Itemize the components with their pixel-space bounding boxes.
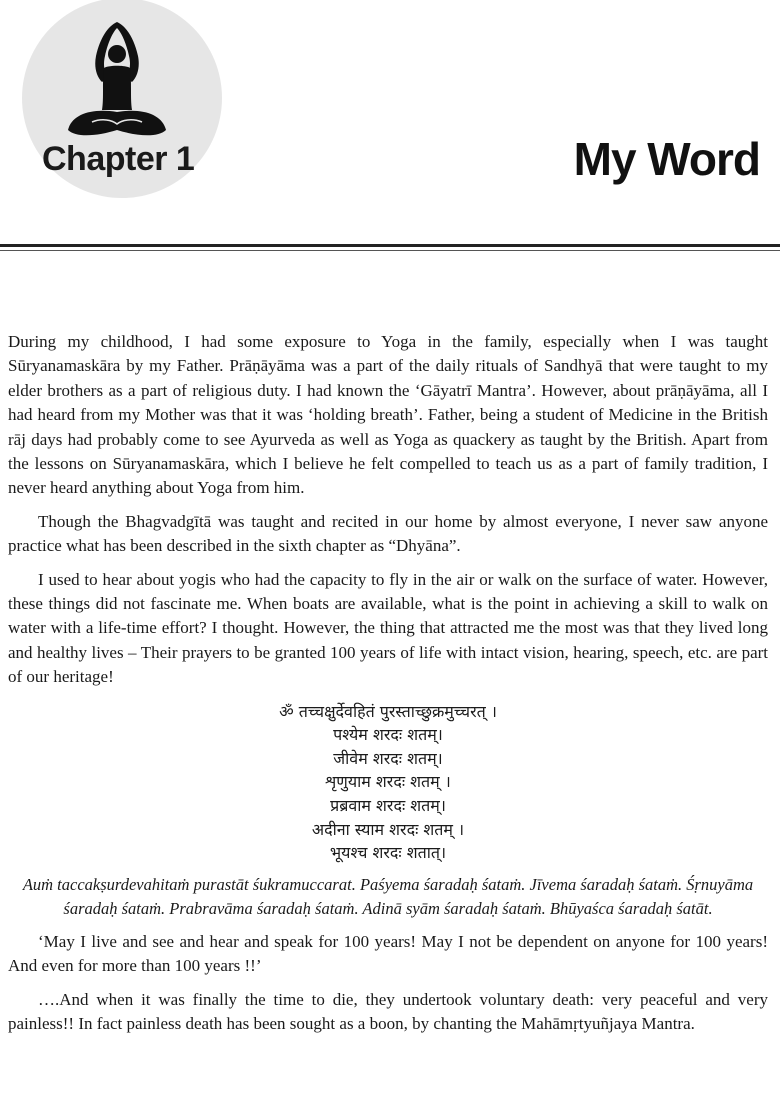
verse-line: जीवेम शरदः शतम्। (333, 748, 443, 768)
paragraph-voluntary-death: ….And when it was finally the time to die, they undertook voluntary death: very peaceful and very painless!! In fact painless death has been sought as a boon, by chanting the Mahāmṛtyuñjaya Mantra. (8, 989, 768, 1034)
paragraph-childhood: During my childhood, I had some exposure to Yoga in the family, especially when I was taught Sūryanamaskāra by my Father. Prāṇāyāma was a part of the daily rituals of Sandhyā that were taught to my elder brothers as a part of religious duty. I had known the ‘Gāyatrī Mantra’. However, about prāṇāyāma, all I had heard from my Mother was that it was ‘holding breath’. Father, being a student of Medicine in the British rāj days had probably come to see Ayurveda as well as Yoga as quackery as taught by the British. Apart from the lessons on Sūryanamaskāra, which I believe he felt compelled to teach us as a part of family tradition, I never heard anything about Yoga from him. (8, 332, 768, 498)
verse-line: प्रब्रवाम शरदः शतम्। (330, 796, 446, 816)
chapter-title: My Word (573, 133, 760, 185)
chapter-header (0, 0, 780, 262)
verse-line: अदीना स्याम शरदः शतम् । (311, 819, 465, 839)
verse-transliteration: Auṁ taccakṣurdevahitaṁ purastāt śukramuccarat. Paśyema śaradaḥ śataṁ. Jīvema śaradaḥ śataṁ. Śṛnuyāma śaradaḥ śataṁ. Prabravāma śaradaḥ śataṁ. Adinā syām śaradaḥ śataṁ. Bhūyaśca śaradaḥ śatāt. (22, 874, 754, 918)
sanskrit-verse (8, 700, 768, 865)
verse-line: पश्येम शरदः शतम्। (333, 725, 443, 745)
chapter-number-label: Chapter 1 (42, 140, 195, 178)
paragraph-yogis: I used to hear about yogis who had the capacity to fly in the air or walk on the surface of water. However, these things did not fascinate me. When boats are available, what is the point in achieving a skill to walk on water with a life-time effort? I thought. However, the thing that attracted me the most was that they lived long and healthy lives – Their prayers to be granted 100 years of life with intact vision, hearing, speech, etc. are part of our heritage! (8, 569, 768, 687)
header-divider-thick (0, 244, 780, 247)
chapter-body (8, 330, 768, 1045)
paragraph-bhagvadgita: Though the Bhagvadgītā was taught and recited in our home by almost everyone, I never saw anyone practice what has been described in the sixth chapter as “Dhyāna”. (8, 511, 768, 556)
verse-line: ॐ तच्चक्षुर्देवहितं पुरस्ताच्छुक्रमुच्चरत् । (279, 701, 497, 721)
verse-line: शृणुयाम शरदः शतम् । (325, 772, 451, 792)
paragraph-prayer-translation: ‘May I live and see and hear and speak for 100 years! May I not be dependent on anyone for 100 years! And even for more than 100 years !!’ (8, 931, 768, 976)
yoga-pose-icon (62, 18, 172, 148)
verse-line: भूयश्च शरदः शतात्। (329, 843, 447, 863)
header-divider-thin (0, 250, 780, 251)
